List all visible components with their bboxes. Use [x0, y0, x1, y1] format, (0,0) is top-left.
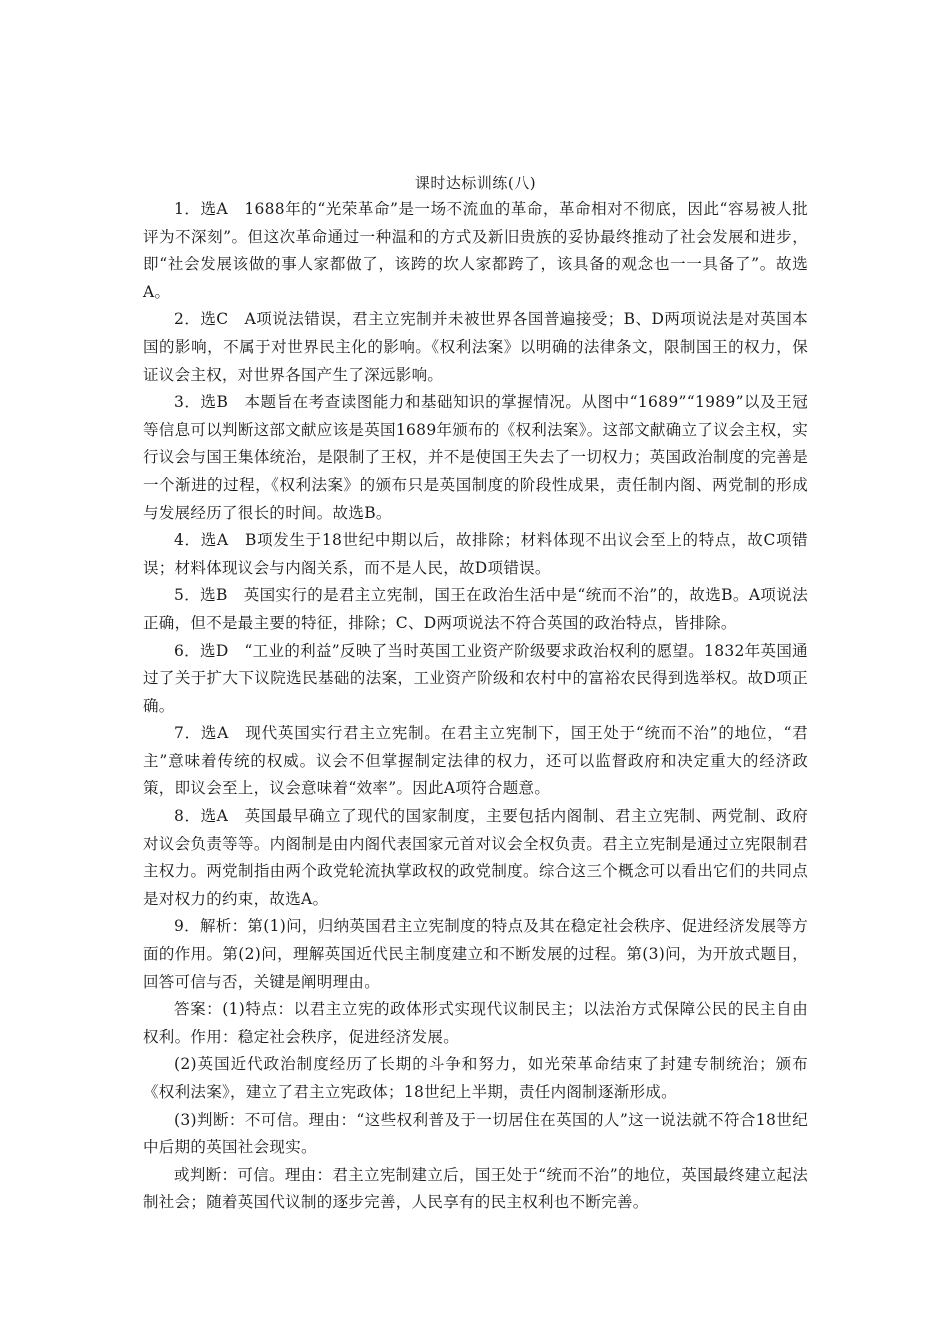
- answer-paragraph-8: 8．选A 英国最早确立了现代的国家制度，主要包括内阁制、君主立宪制、两党制、政府对议会负责等等。内阁制是由内阁代表国家元首对议会全权负责。君主立宪制是通过立宪限制君主权力。两党制指由两个政党轮流执掌政权的政党制度。综合这三个概念可以看出它们的共同点是对权力的约束，故选A。: [143, 807, 808, 908]
- answer-paragraph-1: 1．选A 1688年的“光荣革命”是一场不流血的革命，革命相对不彻底，因此“容易被人批评为不深刻”。但这次革命通过一种温和的方式及新旧贵族的妥协最终推动了社会发展和进步，即“社会发展该做的事人家都做了，该跨的坎人家都跨了，该具备的观念也一一具备了”。故选A。: [143, 200, 808, 301]
- answer-paragraph-9-analysis: 9．解析：第(1)问，归纳英国君主立宪制度的特点及其在稳定社会秩序、促进经济发展等方面的作用。第(2)问，理解英国近代民主制度建立和不断发展的过程。第(3)问，为开放式题目，回答可信与否，关键是阐明理由。: [143, 917, 808, 991]
- answer-paragraph-5: 5．选B 英国实行的是君主立宪制，国王在政治生活中是“统而不治”的，故选B。A项说法正确，但不是最主要的特征，排除；C、D两项说法不符合英国的政治特点，皆排除。: [143, 586, 808, 632]
- answer-paragraph-9-answer-alt: 或判断：可信。理由：君主立宪制建立后，国王处于“统而不治”的地位，英国最终建立起法制社会；随着英国代议制的逐步完善，人民享有的民主权利也不断完善。: [143, 1165, 808, 1212]
- answer-paragraph-9-answer-3: (3)判断：不可信。理由：“这些权利普及于一切居住在英国的人”这一说法就不符合18世纪中后期的英国社会现实。: [143, 1110, 808, 1157]
- answer-paragraph-6: 6．选D “工业的利益”反映了当时英国工业资产阶级要求政治权利的愿望。1832年英国通过了关于扩大下议院选民基础的法案，工业资产阶级和农村中的富裕农民得到选举权。故D项正确。: [143, 641, 808, 715]
- answer-paragraph-9-answer-2: (2)英国近代政治制度经历了长期的斗争和努力，如光荣革命结束了封建专制统治；颁布《权利法案》，建立了君主立宪政体；18世纪上半期，责任内阁制逐渐形成。: [143, 1055, 808, 1101]
- document-page: [143, 172, 808, 1217]
- answer-paragraph-7: 7．选A 现代英国实行君主立宪制。在君主立宪制下，国王处于“统而不治”的地位，“君主”意味着传统的权威。议会不但掌握制定法律的权力，还可以监督政府和决定重大的经济政策，即议会至上，议会意味着“效率”。因此A项符合题意。: [143, 724, 808, 798]
- answer-paragraph-4: 4．选A B项发生于18世纪中期以后，故排除；材料体现不出议会至上的特点，故C项错误；材料体现议会与内阁关系，而不是人民，故D项错误。: [143, 531, 808, 577]
- answer-paragraph-9-answer-1: 答案：(1)特点：以君主立宪的政体形式实现代议制民主；以法治方式保障公民的民主自由权利。作用：稳定社会秩序，促进经济发展。: [143, 1000, 808, 1046]
- answer-paragraph-2: 2．选C A项说法错误，君主立宪制并未被世界各国普遍接受；B、D两项说法是对英国本国的影响，不属于对世界民主化的影响。《权利法案》以明确的法律条文，限制国王的权力，保证议会主权，对世界各国产生了深远影响。: [143, 310, 808, 384]
- page-title: 课时达标训练(八): [414, 174, 537, 192]
- answer-paragraph-3: 3．选B 本题旨在考查读图能力和基础知识的掌握情况。从图中“1689”“1989”以及王冠等信息可以判断这部文献应该是英国1689年颁布的《权利法案》。这部文献确立了议会主权，实行议会与国王集体统治，是限制了王权，并不是使国王失去了一切权力；英国政治制度的完善是一个渐进的过程，《权利法案》的颁布只是英国制度的阶段性成果，责任制内阁、两党制的形成与发展经历了很长的时间。故选B。: [143, 393, 808, 522]
